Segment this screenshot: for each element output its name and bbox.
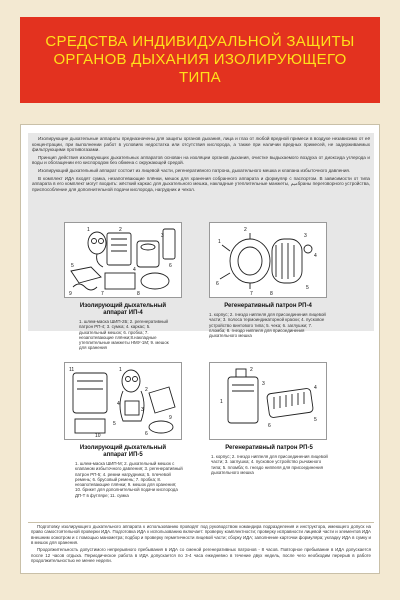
- title-banner: [20, 17, 380, 103]
- rp4-title: Регенеративный патрон РП-4: [224, 303, 312, 309]
- svg-text:6: 6: [268, 423, 271, 429]
- ip4-caption: 1. шлем-маска ШИП-2Б; 2. регенеративный патрон РП-4; 3. сумка; 4. каркас; 5. дыхательный мешок; 6. пробка; 7. незапотевающие плёнки;8.накладные утеплительные манжеты НМУ-1М; 9. мешок для хранения: [79, 319, 169, 351]
- footer-paragraph: Подготовку изолирующего дыхательного аппарата к использованию проводят под руководством командира подразделения и инструктора, имеющего допуск на право самостоятельной проверки ИДА. Подготовка ИДА к использованию включает: проверку комплектности; проверку исправности лицевой части и элементов ИДА внешним осмотром и с помощью манометра; подбор и проверку герметичности лицевой части; сборку ИДА; заполнение карточки формуляра; укладку ИДА в сумку и в мешок для хранения.: [31, 524, 371, 546]
- svg-text:5: 5: [306, 285, 309, 291]
- svg-text:4: 4: [133, 267, 136, 273]
- svg-text:2: 2: [145, 387, 148, 393]
- svg-text:8: 8: [270, 291, 273, 297]
- intro-text-box: [28, 133, 374, 331]
- rp5-title: Регенеративный патрон РП-5: [225, 445, 313, 451]
- intro-paragraph: Принцип действия изолирующих дыхательных аппаратов основан на изоляции органов дыхания, очистке выдыхаемого воздуха от диоксида углерода и воды и обогащении его кислородом без обмена с окружающей средой.: [32, 154, 370, 166]
- ip5-title: Изолирующий дыхательный аппарат ИП-5: [79, 445, 167, 458]
- svg-text:10: 10: [95, 433, 101, 439]
- svg-text:7: 7: [250, 291, 253, 297]
- ip5-illustration: [64, 362, 182, 440]
- svg-text:1: 1: [87, 227, 90, 233]
- svg-text:3: 3: [262, 381, 265, 387]
- intro-paragraph: В комплект ИДА входят сумка, незапотевающие плёнки, мешок для хранения собранного аппарата и формуляр с паспортом. В зависимости от типа аппарата в его комплект могут входить: жёсткий каркас для дыхательного мешка, накладные утеплительные манжеты, میمбраны переговорного устройства, приспособление для дополнительной подачи кислорода, нагрудник и чехол.: [32, 175, 370, 192]
- rp5-illustration: [209, 362, 327, 440]
- svg-text:5: 5: [314, 417, 317, 423]
- svg-text:3: 3: [141, 407, 144, 413]
- rp5-drawing: [210, 363, 326, 439]
- svg-text:5: 5: [71, 263, 74, 269]
- content-panel: [20, 124, 380, 574]
- svg-text:6: 6: [216, 281, 219, 287]
- svg-text:9: 9: [169, 415, 172, 421]
- svg-text:4: 4: [314, 253, 317, 259]
- footer-paragraph: Продолжительность допустимого непрерывного пребывания в ИДА со сменой регенеративных патронов - 8 часов. Повторное пребывание в ИДА допускается после 12 часов отдыха. Периодическое работа в ИДА допускается по 3-4 часа ежедневно в течение двух недель, после чего необходим перерыв в работе продолжительностью не менее недели.: [31, 547, 371, 563]
- svg-text:6: 6: [169, 263, 172, 269]
- svg-text:1: 1: [218, 239, 221, 245]
- rp5-caption: 1. корпус; 2. гнездо ниппеля для присоединения лицевой части; 3. заглушка; 4. пусковое устройство рычажного типа; 5. пломба; 6. гнездо ниппеля для присоединения дыхательного мешка: [211, 454, 328, 475]
- svg-text:2: 2: [250, 367, 253, 373]
- svg-text:1: 1: [220, 399, 223, 405]
- svg-text:11: 11: [69, 367, 75, 373]
- svg-text:9: 9: [69, 291, 72, 297]
- svg-text:2: 2: [119, 227, 122, 233]
- svg-text:4: 4: [314, 385, 317, 391]
- footer-text-box: [28, 522, 374, 570]
- ip5-drawing: [65, 363, 181, 439]
- svg-text:6: 6: [145, 431, 148, 437]
- svg-text:3: 3: [304, 233, 307, 239]
- ip4-title: Изолирующий дыхательный аппарат ИП-4: [79, 303, 167, 316]
- svg-text:7: 7: [101, 291, 104, 297]
- svg-text:2: 2: [244, 227, 247, 233]
- svg-text:5: 5: [113, 421, 116, 427]
- svg-text:3: 3: [161, 233, 164, 239]
- ip5-caption: 1. шлем-маска ШИП-М; 2. дыхательный мешок с клапаном избыточного давления; 3. регенеративный патрон РП-5; 4. ремни нагрудника; 5. плечевой ремень; 6. брусовый ремень; 7. пробка; 8. незапотевающие плёнки; 9. мешок для хранения; 10. брикет для дополнительной подачи кислорода ДП-Т в футляре; 11. сумка: [75, 461, 183, 498]
- svg-text:8: 8: [137, 291, 140, 297]
- intro-paragraph: Изолирующие дыхательные аппараты предназначены для защиты органов дыхания, лица и глаз от любой вредной примеси в воздухе независимо от её концентрации, при выполнении работ в условиях недостатка или отсутствия кислорода, а также при наличии вредных примесей, не задерживаемых фильтрующими противогазами.: [32, 136, 370, 153]
- svg-text:1: 1: [119, 367, 122, 373]
- rp4-caption: 1. корпус; 2. гнездо ниппеля для присоединения лицевой части; 3. полоса термоиндикаторной краски; 4. пусковое устройство винтового типа; 5. чека; 6. заглушки; 7. пломба; 8. гнездо ниппеля для присоединения дыхательного мешка: [209, 312, 326, 339]
- page-title: СРЕДСТВА ИНДИВИДУАЛЬНОЙ ЗАЩИТЫ ОРГАНОВ ДЫХАНИЯ ИЗОЛИРУЮЩЕГО ТИПА: [45, 33, 355, 86]
- intro-paragraph: Изолирующий дыхательный аппарат состоит из лицевой части, регенеративного патрона, дыхательного мешка и клапана избыточного давления.: [38, 167, 351, 173]
- svg-text:4: 4: [117, 401, 120, 407]
